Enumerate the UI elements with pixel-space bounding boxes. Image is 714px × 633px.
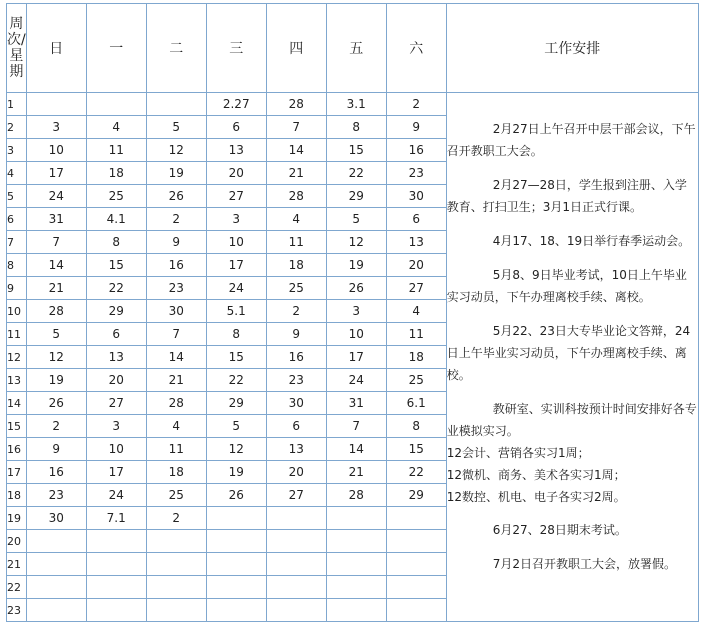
date-cell (266, 507, 326, 530)
date-cell: 8 (386, 415, 446, 438)
plan-list (447, 93, 698, 575)
date-cell: 15 (326, 139, 386, 162)
date-cell: 3.1 (326, 93, 386, 116)
date-cell (26, 576, 86, 599)
date-cell: 2 (386, 93, 446, 116)
date-cell: 8 (86, 231, 146, 254)
date-cell: 2 (146, 208, 206, 231)
date-cell: 6 (206, 116, 266, 139)
week-number: 5 (7, 185, 27, 208)
internship-item: 12会计、营销各实习1周； (446, 446, 590, 460)
date-cell: 16 (146, 254, 206, 277)
date-cell (326, 599, 386, 622)
date-cell: 19 (326, 254, 386, 277)
week-number: 20 (7, 530, 27, 553)
date-cell: 7 (146, 323, 206, 346)
date-cell: 23 (26, 484, 86, 507)
date-cell: 27 (266, 484, 326, 507)
date-cell: 6 (266, 415, 326, 438)
date-cell: 13 (86, 346, 146, 369)
date-cell (86, 93, 146, 116)
week-number: 12 (7, 346, 27, 369)
date-cell: 21 (266, 162, 326, 185)
date-cell (386, 553, 446, 576)
date-cell (86, 599, 146, 622)
week-header-char: 次/ (7, 32, 26, 48)
week-number: 10 (7, 300, 27, 323)
week-number: 7 (7, 231, 27, 254)
date-cell: 10 (26, 139, 86, 162)
plan-item: 5月8、9日毕业考试，10日上午毕业实习动员，下午办理离校手续、离校。 (446, 268, 687, 304)
date-cell: 16 (26, 461, 86, 484)
date-cell (266, 599, 326, 622)
week-number: 11 (7, 323, 27, 346)
date-cell: 16 (266, 346, 326, 369)
date-cell: 3 (26, 116, 86, 139)
date-cell: 14 (266, 139, 326, 162)
week-number: 17 (7, 461, 27, 484)
date-cell (206, 599, 266, 622)
week-column-header (7, 4, 27, 93)
week-header-char: 周 (9, 16, 24, 32)
date-cell: 19 (26, 369, 86, 392)
date-cell: 29 (206, 392, 266, 415)
date-cell: 16 (386, 139, 446, 162)
date-cell: 4 (386, 300, 446, 323)
week-header-char: 期 (9, 64, 24, 80)
date-cell: 21 (326, 461, 386, 484)
date-cell (326, 576, 386, 599)
date-cell: 28 (326, 484, 386, 507)
date-cell: 8 (206, 323, 266, 346)
week-number: 14 (7, 392, 27, 415)
date-cell: 20 (386, 254, 446, 277)
date-cell: 3 (86, 415, 146, 438)
date-cell (326, 553, 386, 576)
date-cell: 17 (26, 162, 86, 185)
plan-item: 4月17、18、19日举行春季运动会。 (492, 234, 691, 248)
date-cell: 10 (326, 323, 386, 346)
date-cell: 9 (146, 231, 206, 254)
date-cell: 7 (266, 116, 326, 139)
date-cell: 28 (26, 300, 86, 323)
internship-item: 12数控、机电、电子各实习2周。 (446, 490, 626, 504)
date-cell: 20 (86, 369, 146, 392)
date-cell: 30 (26, 507, 86, 530)
date-cell: 25 (386, 369, 446, 392)
plan-item: 2月27—28日，学生报到注册、入学教育、打扫卫生；3月1日正式行课。 (446, 178, 687, 214)
date-cell: 23 (146, 277, 206, 300)
date-cell: 3 (206, 208, 266, 231)
date-cell: 11 (266, 231, 326, 254)
date-cell: 20 (266, 461, 326, 484)
week-number: 2 (7, 116, 27, 139)
date-cell: 10 (86, 438, 146, 461)
date-cell (206, 507, 266, 530)
week-number: 18 (7, 484, 27, 507)
date-cell: 11 (146, 438, 206, 461)
date-cell: 3 (326, 300, 386, 323)
week-number: 16 (7, 438, 27, 461)
date-cell: 27 (206, 185, 266, 208)
date-cell (26, 530, 86, 553)
date-cell: 28 (266, 185, 326, 208)
date-cell: 25 (266, 277, 326, 300)
date-cell (386, 599, 446, 622)
date-cell: 22 (386, 461, 446, 484)
date-cell (266, 530, 326, 553)
date-cell: 17 (86, 461, 146, 484)
date-cell: 31 (26, 208, 86, 231)
date-cell (386, 507, 446, 530)
date-cell: 26 (326, 277, 386, 300)
date-cell: 18 (266, 254, 326, 277)
date-cell: 18 (146, 461, 206, 484)
internship-item: 12微机、商务、美术各实习1周； (446, 468, 626, 482)
date-cell: 24 (26, 185, 86, 208)
date-cell: 2.27 (206, 93, 266, 116)
date-cell: 11 (386, 323, 446, 346)
plan-item: 6月27、28日期末考试。 (492, 523, 627, 537)
date-cell: 31 (326, 392, 386, 415)
day-header-tue: 二 (146, 4, 206, 93)
date-cell: 7 (26, 231, 86, 254)
date-cell (206, 576, 266, 599)
week-number: 19 (7, 507, 27, 530)
plan-item: 2月27日上午召开中层干部会议，下午召开教职工大会。 (446, 122, 696, 158)
day-header-fri: 五 (326, 4, 386, 93)
date-cell: 9 (26, 438, 86, 461)
date-cell (146, 576, 206, 599)
date-cell: 7 (326, 415, 386, 438)
date-cell (386, 530, 446, 553)
day-header-sun: 日 (26, 4, 86, 93)
week-number: 21 (7, 553, 27, 576)
date-cell: 21 (26, 277, 86, 300)
plan-item: 教研室、实训科按预计时间安排好各专业模拟实习。 (446, 402, 697, 438)
plan-item: 5月22、23日大专毕业论文答辩，24日上午毕业实习动员，下午办理离校手续、离校。 (446, 324, 691, 382)
date-cell: 29 (86, 300, 146, 323)
date-cell: 19 (206, 461, 266, 484)
date-cell: 14 (146, 346, 206, 369)
date-cell: 21 (146, 369, 206, 392)
date-cell (386, 576, 446, 599)
date-cell: 2 (266, 300, 326, 323)
week-number: 3 (7, 139, 27, 162)
week-number: 13 (7, 369, 27, 392)
date-cell (266, 553, 326, 576)
date-cell: 4 (86, 116, 146, 139)
date-cell: 7.1 (86, 507, 146, 530)
date-cell: 22 (206, 369, 266, 392)
date-cell: 10 (206, 231, 266, 254)
date-cell: 30 (146, 300, 206, 323)
date-cell: 12 (26, 346, 86, 369)
date-cell: 2 (26, 415, 86, 438)
day-header-mon: 一 (86, 4, 146, 93)
date-cell: 13 (266, 438, 326, 461)
date-cell (206, 530, 266, 553)
date-cell (326, 530, 386, 553)
date-cell (146, 93, 206, 116)
date-cell: 12 (146, 139, 206, 162)
date-cell (146, 599, 206, 622)
date-cell: 20 (206, 162, 266, 185)
date-cell: 4 (146, 415, 206, 438)
date-cell: 15 (206, 346, 266, 369)
date-cell (86, 576, 146, 599)
plan-cell (446, 93, 698, 622)
date-cell: 28 (146, 392, 206, 415)
date-cell (206, 553, 266, 576)
date-cell: 9 (266, 323, 326, 346)
date-cell (26, 599, 86, 622)
date-cell: 13 (206, 139, 266, 162)
date-cell: 8 (326, 116, 386, 139)
date-cell: 9 (386, 116, 446, 139)
date-cell: 29 (326, 185, 386, 208)
date-cell (86, 530, 146, 553)
date-cell: 17 (326, 346, 386, 369)
date-cell (86, 553, 146, 576)
date-cell: 24 (206, 277, 266, 300)
school-calendar-table (6, 3, 699, 622)
plan-item: 7月2日召开教职工大会，放署假。 (492, 557, 676, 571)
date-cell: 15 (86, 254, 146, 277)
date-cell (26, 93, 86, 116)
date-cell: 22 (326, 162, 386, 185)
date-cell: 14 (326, 438, 386, 461)
date-cell (146, 553, 206, 576)
date-cell (266, 576, 326, 599)
calendar-wrapper (6, 3, 699, 622)
header-row (7, 4, 699, 93)
date-cell: 15 (386, 438, 446, 461)
week-number: 8 (7, 254, 27, 277)
day-header-thu: 四 (266, 4, 326, 93)
week-number: 22 (7, 576, 27, 599)
day-header-sat: 六 (386, 4, 446, 93)
date-cell: 5.1 (206, 300, 266, 323)
date-cell: 12 (326, 231, 386, 254)
week-number: 9 (7, 277, 27, 300)
date-cell: 30 (386, 185, 446, 208)
date-cell: 25 (146, 484, 206, 507)
date-cell: 30 (266, 392, 326, 415)
week-row (7, 93, 699, 116)
week-number: 1 (7, 93, 27, 116)
date-cell: 2 (146, 507, 206, 530)
date-cell (146, 530, 206, 553)
date-cell: 5 (206, 415, 266, 438)
week-number: 23 (7, 599, 27, 622)
date-cell: 22 (86, 277, 146, 300)
date-cell: 6 (386, 208, 446, 231)
date-cell: 12 (206, 438, 266, 461)
date-cell: 25 (86, 185, 146, 208)
date-cell: 18 (86, 162, 146, 185)
date-cell (326, 507, 386, 530)
week-number: 15 (7, 415, 27, 438)
date-cell: 11 (86, 139, 146, 162)
week-number: 4 (7, 162, 27, 185)
date-cell: 23 (266, 369, 326, 392)
day-header-wed: 三 (206, 4, 266, 93)
date-cell: 26 (26, 392, 86, 415)
date-cell: 5 (26, 323, 86, 346)
date-cell: 19 (146, 162, 206, 185)
date-cell (26, 553, 86, 576)
date-cell: 26 (146, 185, 206, 208)
date-cell: 26 (206, 484, 266, 507)
week-number: 6 (7, 208, 27, 231)
date-cell: 23 (386, 162, 446, 185)
calendar-body (7, 93, 699, 622)
date-cell: 6 (86, 323, 146, 346)
date-cell: 29 (386, 484, 446, 507)
date-cell: 27 (86, 392, 146, 415)
date-cell: 6.1 (386, 392, 446, 415)
date-cell: 24 (86, 484, 146, 507)
date-cell: 4.1 (86, 208, 146, 231)
date-cell: 18 (386, 346, 446, 369)
week-header-char: 星 (9, 48, 24, 64)
date-cell: 17 (206, 254, 266, 277)
date-cell: 14 (26, 254, 86, 277)
date-cell: 24 (326, 369, 386, 392)
plan-column-header: 工作安排 (446, 4, 698, 93)
date-cell: 13 (386, 231, 446, 254)
date-cell: 4 (266, 208, 326, 231)
date-cell: 5 (146, 116, 206, 139)
date-cell: 28 (266, 93, 326, 116)
date-cell: 27 (386, 277, 446, 300)
date-cell: 5 (326, 208, 386, 231)
